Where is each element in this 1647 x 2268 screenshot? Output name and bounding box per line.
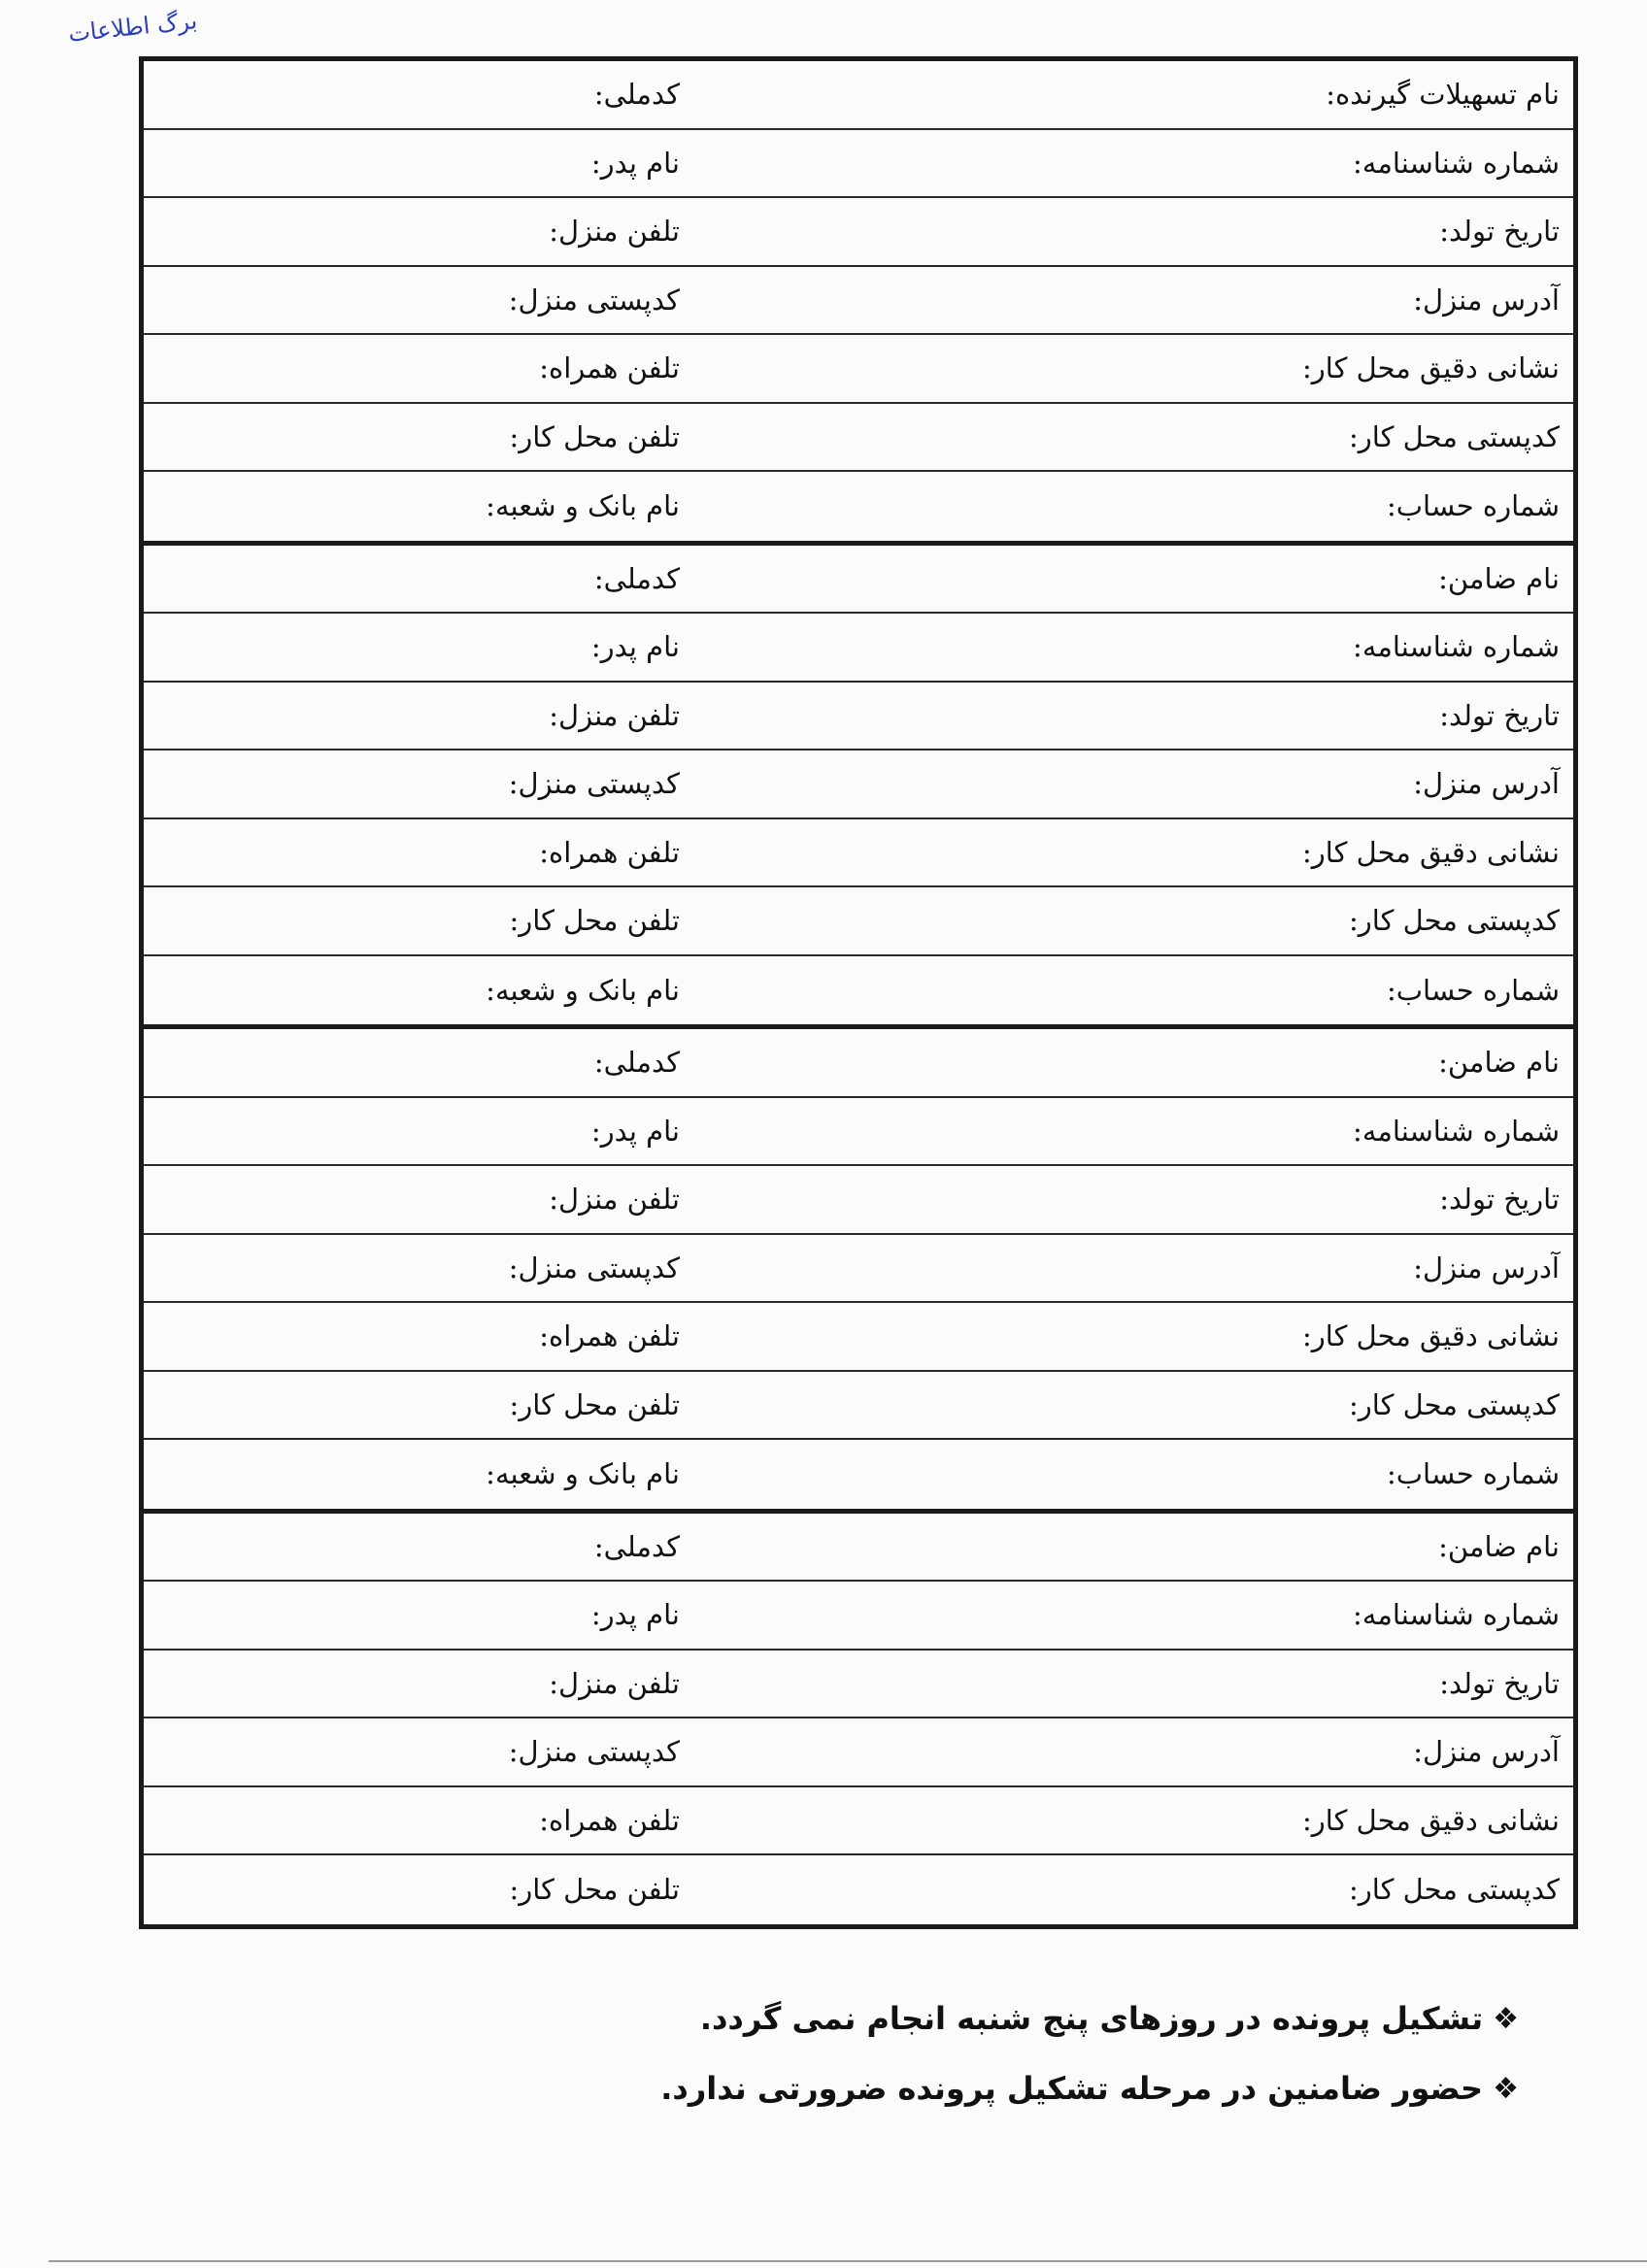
field-label: نام تسهیلات گیرنده:	[1326, 78, 1560, 112]
guarantor-section	[144, 1514, 1573, 1924]
guarantor-section	[144, 1029, 1573, 1514]
field-label: نام پدر:	[590, 146, 680, 180]
field-label: کدپستی منزل:	[508, 1735, 680, 1769]
field-label: آدرس منزل:	[1413, 283, 1560, 317]
form-row	[144, 1582, 1573, 1651]
form-row	[144, 1651, 1573, 1719]
field-label: شماره حساب:	[1386, 489, 1560, 523]
form-row	[144, 1514, 1573, 1583]
form-row	[144, 404, 1573, 473]
page-bottom-divider	[49, 2260, 1647, 2262]
diamond-bullet-icon: ❖	[1493, 2071, 1519, 2106]
field-label: نام ضامن:	[1438, 1046, 1560, 1080]
field-label: نام بانک و شعبه:	[486, 1457, 680, 1491]
field-label: آدرس منزل:	[1413, 767, 1560, 801]
note-item	[660, 2000, 1519, 2037]
note-text: حضور ضامنین در مرحله تشکیل پرونده ضرورتی ندارد.	[660, 2070, 1484, 2107]
form-row	[144, 1855, 1573, 1924]
field-label: تلفن منزل:	[549, 698, 680, 732]
diamond-bullet-icon: ❖	[1493, 2001, 1519, 2036]
form-row	[144, 1303, 1573, 1372]
field-label: تلفن منزل:	[549, 1666, 680, 1700]
field-label: شماره حساب:	[1386, 973, 1560, 1007]
field-label: نام بانک و شعبه:	[486, 489, 680, 523]
field-label: تلفن منزل:	[549, 215, 680, 249]
field-label: کدپستی منزل:	[508, 767, 680, 801]
form-row	[144, 683, 1573, 751]
field-label: نام ضامن:	[1438, 1529, 1560, 1563]
form-row	[144, 335, 1573, 404]
field-label: شماره شناسنامه:	[1353, 630, 1560, 664]
field-label: آدرس منزل:	[1413, 1735, 1560, 1769]
borrower-section	[144, 61, 1573, 546]
field-label: تاریخ تولد:	[1439, 1183, 1560, 1217]
field-label: نشانی دقیق محل کار:	[1301, 1319, 1560, 1353]
form-row	[144, 1787, 1573, 1856]
note-text: تشکیل پرونده در روزهای پنج شنبه انجام نمی گردد.	[699, 2000, 1484, 2037]
form-row	[144, 1718, 1573, 1787]
field-label: کدپستی محل کار:	[1349, 1387, 1560, 1421]
field-label: تلفن همراه:	[539, 351, 680, 385]
form-row	[144, 546, 1573, 615]
form-row	[144, 614, 1573, 683]
notes-list	[660, 2000, 1519, 2140]
field-label: نام ضامن:	[1438, 561, 1560, 595]
form-row	[144, 1029, 1573, 1098]
field-label: نشانی دقیق محل کار:	[1301, 1803, 1560, 1837]
field-label: تاریخ تولد:	[1439, 698, 1560, 732]
field-label: نام پدر:	[590, 1114, 680, 1148]
field-label: شماره شناسنامه:	[1353, 1114, 1560, 1148]
field-label: کدپستی منزل:	[508, 1251, 680, 1284]
field-label: کدپستی منزل:	[508, 283, 680, 317]
form-row	[144, 956, 1573, 1025]
form-row	[144, 472, 1573, 541]
field-label: تاریخ تولد:	[1439, 215, 1560, 249]
guarantor-section	[144, 546, 1573, 1030]
field-label: کدملی:	[593, 1046, 680, 1080]
field-label: تلفن محل کار:	[509, 419, 680, 453]
field-label: تلفن محل کار:	[509, 1873, 680, 1907]
field-label: نام بانک و شعبه:	[486, 973, 680, 1007]
field-label: تلفن همراه:	[539, 835, 680, 869]
form-row	[144, 1372, 1573, 1441]
field-label: شماره حساب:	[1386, 1457, 1560, 1491]
field-label: تاریخ تولد:	[1439, 1666, 1560, 1700]
note-item	[660, 2070, 1519, 2107]
field-label: نشانی دقیق محل کار:	[1301, 351, 1560, 385]
field-label: نشانی دقیق محل کار:	[1301, 835, 1560, 869]
field-label: نام پدر:	[590, 1598, 680, 1632]
field-label: کدملی:	[593, 1529, 680, 1563]
field-label: کدملی:	[593, 561, 680, 595]
field-label: کدپستی محل کار:	[1349, 1873, 1560, 1907]
form-row	[144, 1440, 1573, 1509]
field-label: تلفن همراه:	[539, 1319, 680, 1353]
field-label: تلفن محل کار:	[509, 904, 680, 938]
field-label: کدپستی محل کار:	[1349, 904, 1560, 938]
field-label: شماره شناسنامه:	[1353, 1598, 1560, 1632]
form-row	[144, 1166, 1573, 1235]
form-row	[144, 198, 1573, 267]
form-row	[144, 819, 1573, 888]
field-label: تلفن همراه:	[539, 1803, 680, 1837]
field-label: تلفن منزل:	[549, 1183, 680, 1217]
form-row	[144, 61, 1573, 130]
field-label: تلفن محل کار:	[509, 1387, 680, 1421]
handwritten-note: برگ اطلاعات	[66, 7, 199, 48]
form-row	[144, 750, 1573, 819]
form-row	[144, 1235, 1573, 1304]
form-row	[144, 1098, 1573, 1167]
field-label: نام پدر:	[590, 630, 680, 664]
field-label: شماره شناسنامه:	[1353, 146, 1560, 180]
field-label: کدپستی محل کار:	[1349, 419, 1560, 453]
field-label: کدملی:	[593, 78, 680, 112]
form-row	[144, 267, 1573, 336]
field-label: آدرس منزل:	[1413, 1251, 1560, 1284]
form-row	[144, 887, 1573, 956]
form-row	[144, 130, 1573, 199]
info-form-table	[139, 56, 1578, 1929]
